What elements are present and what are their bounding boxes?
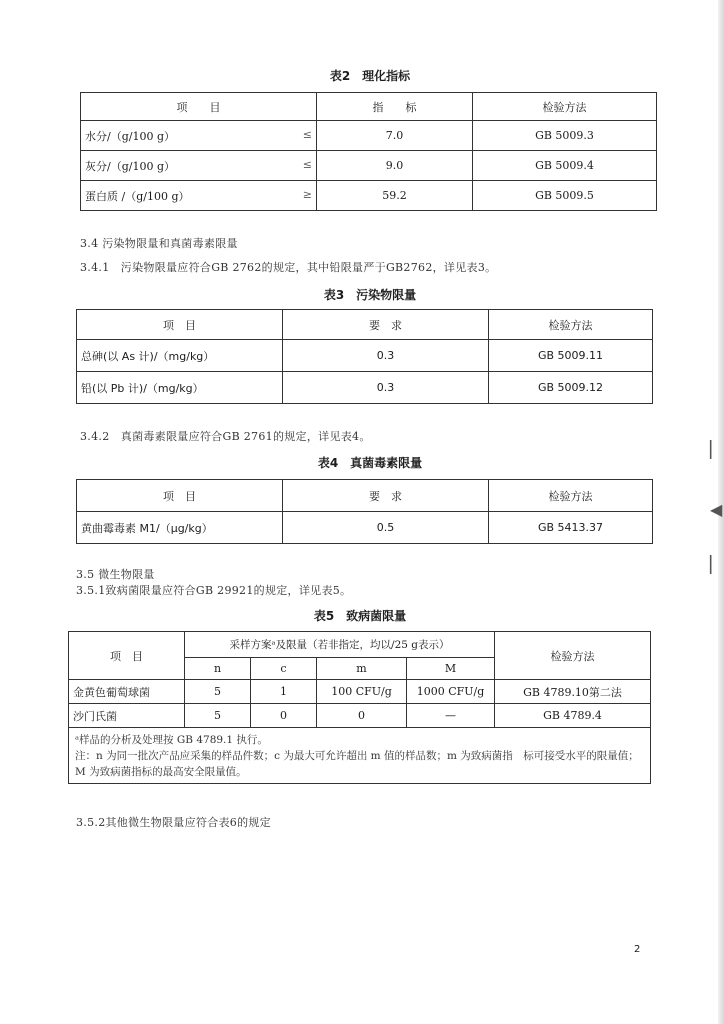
table-row bbox=[77, 340, 653, 372]
table5-subheader-n: n bbox=[185, 658, 251, 680]
table5-subheader-m: m bbox=[317, 658, 407, 680]
table5-footnote: ᵃ样品的分析及处理按 GB 4789.1 执行。 bbox=[75, 733, 268, 746]
table3-header-requirement: 要 求 bbox=[283, 310, 489, 340]
table-row bbox=[81, 151, 657, 181]
table4-header-item: 项 目 bbox=[77, 480, 283, 512]
table3-header-item: 项 目 bbox=[77, 310, 283, 340]
table3 bbox=[76, 309, 653, 404]
table4-cell-item: 黄曲霉毒素 M1/（μg/kg） bbox=[77, 512, 283, 544]
table-row bbox=[69, 704, 651, 728]
table3-caption: 表3 污染物限量 bbox=[323, 288, 417, 302]
table5-cell-c: 1 bbox=[251, 680, 317, 704]
table5-cell-c: 0 bbox=[251, 704, 317, 728]
table2-cell-item: 蛋白质 /（g/100 g） bbox=[85, 189, 190, 203]
table5-subheader-c: c bbox=[251, 658, 317, 680]
table5-cell-m: 100 CFU/g bbox=[317, 680, 407, 704]
section-3-4-1-text: 3.4.1 污染物限量应符合GB 2762的规定，其中铅限量严于GB2762，详见表3。 bbox=[80, 261, 497, 274]
table2-cell-operator: ≤ bbox=[302, 127, 312, 141]
table5-cell-M: 1000 CFU/g bbox=[407, 680, 495, 704]
table3-cell-value: 0.3 bbox=[283, 372, 489, 404]
table5-header-method: 检验方法 bbox=[495, 632, 651, 680]
table-row bbox=[77, 372, 653, 404]
section-3-4-2-text: 3.4.2 真菌毒素限量应符合GB 2761的规定，详见表4。 bbox=[80, 430, 371, 443]
table2-caption: 表2 理化指标 bbox=[329, 69, 411, 83]
table2-cell-method: GB 5009.4 bbox=[473, 151, 657, 181]
table5-notes-row bbox=[69, 728, 651, 784]
table2-header-method: 检验方法 bbox=[473, 93, 657, 121]
edge-mark-icon: ▏ bbox=[710, 555, 723, 574]
table3-header-method: 检验方法 bbox=[489, 310, 653, 340]
table5-cell-item: 金黄色葡萄球菌 bbox=[69, 680, 185, 704]
table2-cell-operator: ≥ bbox=[302, 187, 312, 201]
table2-cell-operator: ≤ bbox=[302, 157, 312, 171]
table5-header-sampling-plan: 采样方案ᵃ及限量（若非指定，均以/25 g表示） bbox=[185, 632, 495, 658]
table4 bbox=[76, 479, 653, 544]
table2-cell-value: 9.0 bbox=[317, 151, 473, 181]
table-row bbox=[77, 512, 653, 544]
table5-caption: 表5 致病菌限量 bbox=[313, 609, 407, 623]
table5-cell-item: 沙门氏菌 bbox=[69, 704, 185, 728]
table-row bbox=[81, 121, 657, 151]
table5-subheader-M: M bbox=[407, 658, 495, 680]
table2 bbox=[80, 92, 657, 211]
table5-cell-m: 0 bbox=[317, 704, 407, 728]
section-3-5-heading: 3.5 微生物限量 bbox=[76, 568, 155, 581]
edge-mark-icon: ▏ bbox=[710, 440, 723, 459]
table2-cell-value: 7.0 bbox=[317, 121, 473, 151]
table5-cell-n: 5 bbox=[185, 704, 251, 728]
table5-cell-method: GB 4789.10第二法 bbox=[495, 680, 651, 704]
table2-header-item: 项 目 bbox=[81, 93, 317, 121]
table5-cell-method: GB 4789.4 bbox=[495, 704, 651, 728]
section-3-4-heading: 3.4 污染物限量和真菌毒素限量 bbox=[80, 237, 238, 250]
table4-cell-value: 0.5 bbox=[283, 512, 489, 544]
table2-cell-method: GB 5009.3 bbox=[473, 121, 657, 151]
edge-mark-icon: ◀ bbox=[710, 500, 723, 519]
table3-cell-value: 0.3 bbox=[283, 340, 489, 372]
table3-cell-item: 总砷(以 As 计)/（mg/kg） bbox=[77, 340, 283, 372]
table-row bbox=[81, 181, 657, 211]
table5-cell-M: — bbox=[407, 704, 495, 728]
table5 bbox=[68, 631, 651, 784]
page-number: 2 bbox=[634, 944, 641, 955]
table4-caption: 表4 真菌毒素限量 bbox=[317, 456, 423, 470]
table4-header-requirement: 要 求 bbox=[283, 480, 489, 512]
table5-note: 注：n 为同一批次产品应采集的样品件数；c 为最大可允许超出 m 值的样品数；m 为致病菌指 标可接受水平的限量值；M 为致病菌指标的最高安全限量值。 bbox=[75, 749, 639, 778]
table5-cell-n: 5 bbox=[185, 680, 251, 704]
table2-cell-method: GB 5009.5 bbox=[473, 181, 657, 211]
table-row bbox=[69, 680, 651, 704]
table3-cell-item: 铅(以 Pb 计)/（mg/kg） bbox=[77, 372, 283, 404]
table2-cell-item: 灰分/（g/100 g） bbox=[85, 159, 175, 173]
section-3-5-2-text: 3.5.2其他微生物限量应符合表6的规定 bbox=[76, 816, 271, 829]
table3-cell-method: GB 5009.11 bbox=[489, 340, 653, 372]
table5-header-item: 项 目 bbox=[69, 632, 185, 680]
table4-header-method: 检验方法 bbox=[489, 480, 653, 512]
section-3-5-1-text: 3.5.1致病菌限量应符合GB 29921的规定，详见表5。 bbox=[76, 584, 352, 597]
table2-header-spec: 指 标 bbox=[317, 93, 473, 121]
table3-cell-method: GB 5009.12 bbox=[489, 372, 653, 404]
table4-cell-method: GB 5413.37 bbox=[489, 512, 653, 544]
table2-cell-item: 水分/（g/100 g） bbox=[85, 129, 175, 143]
table2-cell-value: 59.2 bbox=[317, 181, 473, 211]
